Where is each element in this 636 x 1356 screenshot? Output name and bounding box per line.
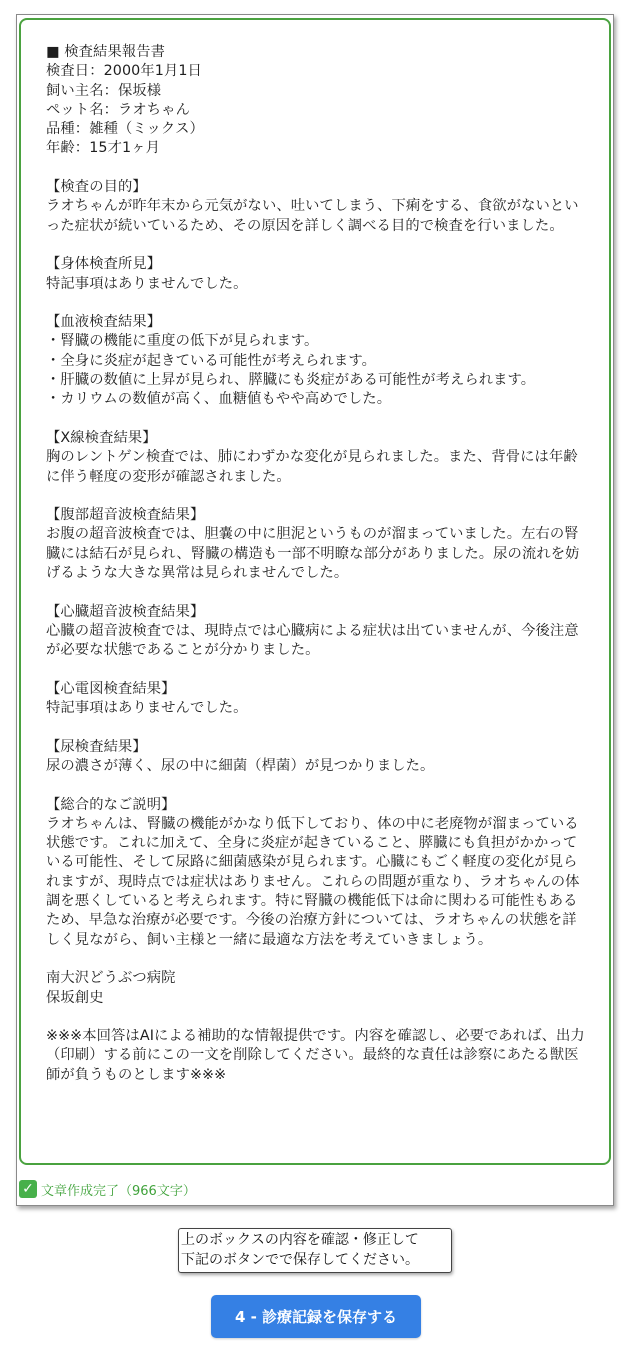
instruction-notice: [178, 1228, 452, 1273]
checkmark-icon: ✓: [19, 1180, 37, 1198]
report-content[interactable]: ■ 検査結果報告書 検査日：2000年1月1日 飼い主名：保坂様 ペット名：ラオちゃん 品種：雑種（ミックス） 年齢：15才1ヶ月 【検査の目的】 ラオちゃんが昨年末から元気がない、吐いてしまう、下痢をする、食欲がないといった症状が続いているため、その原因を詳しく調べる目的で検査を行いました。 【身体検査所見】 特記事項はありませんでした。 【血液検査結果】 ・腎臓の機能に重度の低下が見られます。 ・全身に炎症が起きている可能性が考えられます。 ・肝臓の数値に上昇が見られ、膵臓にも炎症がある可能性が考えられます。 ・カリウムの数値が高く、血糖値もやや高めでした。 【X線検査結果】 胸のレントゲン検査では、肺にわずかな変化が見られました。また、背骨には年齢に伴う軽度の変形が確認されました。 【腹部超音波検査結果】 お腹の超音波検査では、胆嚢の中に胆泥というものが溜まっていました。左右の腎臓には結石が見られ、腎臓の構造も一部不明瞭な部分がありました。尿の流れを妨げるような大きな異常は見られませんでした。 【心臓超音波検査結果】 心臓の超音波検査では、現時点では心臓病による症状は出ていませんが、今後注意が必要な状態であることが分かりました。 【心電図検査結果】 特記事項はありませんでした。 【尿検査結果】 尿の濃さが薄く、尿の中に細菌（桿菌）が見つかりました。 【総合的なご説明】 ラオちゃんは、腎臓の機能がかなり低下しており、体の中に老廃物が溜まっている状態です。これに加えて、全身に炎症が起きていること、膵臓にも負担がかかっている可能性、そして尿路に細菌感染が見られます。心臓にもごく軽度の変化が見られますが、現時点では症状はありません。これらの問題が重なり、ラオちゃんの体調を悪くしていると考えられます。特に腎臓の機能低下は命に関わる可能性もあるため、早急な治療が必要です。今後の治療方針については、ラオちゃんの状態を詳しく見ながら、飼い主様と一緒に最適な方法を考えていきましょう。 南大沢どうぶつ病院 保坂創史 ※※※本回答はAIによる補助的な情報提供です。内容を確認し、必要であれば、出力（印刷）する前にこの一文を削除してください。最終的な責任は診察にあたる獣医師が負うものとします※※※: [46, 44, 585, 1083]
notice-line-2: 下記のボタンでで保存してください。: [181, 1252, 419, 1268]
save-record-button[interactable]: 4 - 診療記録を保存する: [211, 1295, 421, 1338]
report-textarea[interactable]: [19, 18, 611, 1165]
status-row: [19, 1179, 196, 1199]
status-text: 文章作成完了（966文字）: [41, 1183, 196, 1199]
notice-line-1: 上のボックスの内容を確認・修正して: [181, 1232, 419, 1248]
report-editor-frame: [16, 14, 614, 1206]
